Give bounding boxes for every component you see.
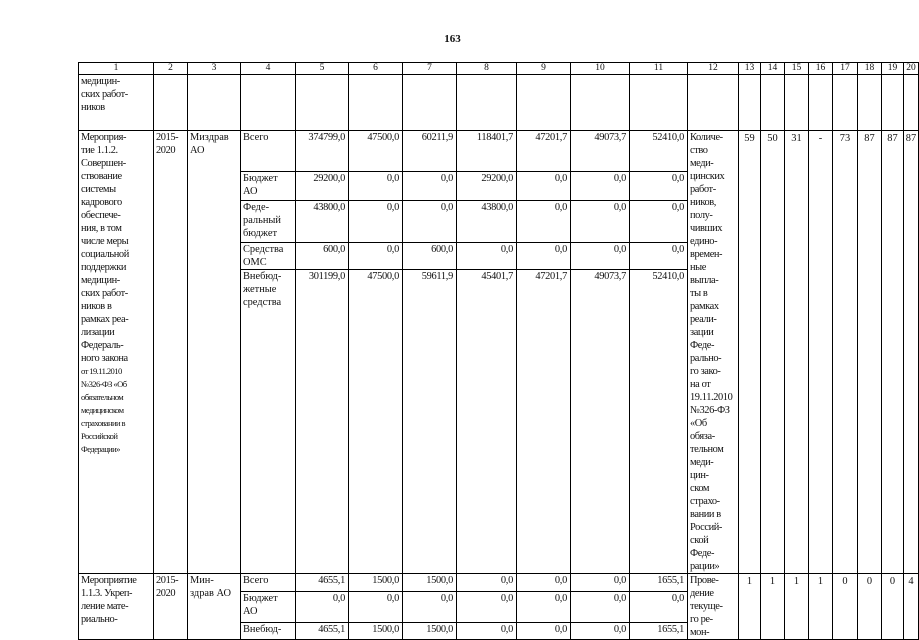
value-cell: 0,0 (571, 574, 630, 592)
target-cell: 50 (761, 131, 785, 574)
measure-113-row-total (79, 574, 919, 592)
col-number: 8 (457, 63, 517, 75)
value-cell: 0,0 (457, 591, 517, 623)
col-number: 9 (517, 63, 571, 75)
value-cell: 0,0 (630, 591, 688, 623)
col-number: 16 (809, 63, 833, 75)
continuation-text: медицин- ских работ- ников (79, 75, 154, 131)
value-cell: 47500,0 (349, 131, 403, 172)
value-cell: 43800,0 (296, 201, 349, 242)
value-cell: 0,0 (571, 591, 630, 623)
col-number: 18 (858, 63, 882, 75)
measure-112-period: 2015- 2020 (154, 131, 188, 574)
value-cell: 0,0 (349, 591, 403, 623)
value-cell: 0,0 (517, 591, 571, 623)
target-cell: 1 (809, 574, 833, 640)
funding-source: Бюджет АО (241, 591, 296, 623)
value-cell: 0,0 (571, 201, 630, 242)
value-cell: 0,0 (630, 172, 688, 201)
value-cell: 49073,7 (571, 269, 630, 573)
target-cell: 0 (882, 574, 904, 640)
measure-113-name: Мероприятие 1.1.3. Укреп- ление мате- риально- (79, 574, 154, 640)
col-number: 1 (79, 63, 154, 75)
value-cell: 0,0 (349, 172, 403, 201)
col-number: 20 (904, 63, 919, 75)
funding-source: Средства ОМС (241, 242, 296, 269)
value-cell: 0,0 (630, 242, 688, 269)
value-cell: 47500,0 (349, 269, 403, 573)
continuation-row (79, 75, 919, 131)
target-cell: - (809, 131, 833, 574)
value-cell: 600,0 (296, 242, 349, 269)
value-cell: 0,0 (517, 623, 571, 640)
col-number: 6 (349, 63, 403, 75)
value-cell: 52410,0 (630, 131, 688, 172)
value-cell: 0,0 (349, 242, 403, 269)
value-cell: 0,0 (571, 242, 630, 269)
measure-113-indicator: Прове- дение текуще- го ре- мон- (688, 574, 739, 640)
col-number: 17 (833, 63, 858, 75)
value-cell: 0,0 (517, 574, 571, 592)
measure-112-row-total (79, 131, 919, 172)
value-cell: 0,0 (517, 172, 571, 201)
value-cell: 0,0 (571, 623, 630, 640)
value-cell: 0,0 (630, 201, 688, 242)
measure-112-executor: Миздрав АО (188, 131, 241, 574)
program-table (78, 62, 919, 640)
target-cell: 73 (833, 131, 858, 574)
value-cell: 600,0 (403, 242, 457, 269)
value-cell: 59611,9 (403, 269, 457, 573)
value-cell: 0,0 (457, 574, 517, 592)
value-cell: 60211,9 (403, 131, 457, 172)
value-cell: 47201,7 (517, 131, 571, 172)
value-cell: 29200,0 (296, 172, 349, 201)
funding-source: Феде- ральный бюджет (241, 201, 296, 242)
measure-112-indicator: Количе- ство меди- цинских работ- ников, полу- чивших едино- времен- ные выпла- ты в рамках реали- зации Феде- рально- го зако- на от 19.11.2010 №326-ФЗ «Об обяза- тельном меди- цин- ском страхо- вании в Россий- ской Феде- рации» (688, 131, 739, 574)
funding-source: Внебюд- (241, 623, 296, 640)
target-cell: 87 (882, 131, 904, 574)
value-cell: 29200,0 (457, 172, 517, 201)
col-number: 11 (630, 63, 688, 75)
value-cell: 43800,0 (457, 201, 517, 242)
value-cell: 0,0 (517, 201, 571, 242)
target-cell: 1 (785, 574, 809, 640)
value-cell: 0,0 (571, 172, 630, 201)
value-cell: 45401,7 (457, 269, 517, 573)
value-cell: 4655,1 (296, 623, 349, 640)
col-number: 10 (571, 63, 630, 75)
col-number: 3 (188, 63, 241, 75)
measure-113-period: 2015- 2020 (154, 574, 188, 640)
value-cell: 1500,0 (349, 623, 403, 640)
col-number: 13 (739, 63, 761, 75)
col-number: 5 (296, 63, 349, 75)
measure-112-name: Мероприя- тие 1.1.2. Совершен- ствование системы кадрового обеспече- ния, в том числе меры социальной поддержки медицин- ских работ- ников в рамках реа- лизации Федераль- ного закона (81, 132, 129, 364)
value-cell: 0,0 (457, 623, 517, 640)
target-cell: 0 (858, 574, 882, 640)
target-cell: 1 (761, 574, 785, 640)
value-cell: 0,0 (403, 591, 457, 623)
target-cell: 1 (739, 574, 761, 640)
target-cell: 87 (904, 131, 919, 574)
col-number: 12 (688, 63, 739, 75)
value-cell: 374799,0 (296, 131, 349, 172)
target-cell: 87 (858, 131, 882, 574)
funding-source: Внебюд- жетные средства (241, 269, 296, 573)
page-number: 163 (444, 33, 461, 45)
value-cell: 52410,0 (630, 269, 688, 573)
target-cell: 0 (833, 574, 858, 640)
measure-112-name-cell (79, 131, 154, 574)
col-number: 7 (403, 63, 457, 75)
value-cell: 1500,0 (403, 623, 457, 640)
value-cell: 0,0 (403, 172, 457, 201)
value-cell: 49073,7 (571, 131, 630, 172)
col-number: 2 (154, 63, 188, 75)
funding-source: Бюджет АО (241, 172, 296, 201)
value-cell: 0,0 (349, 201, 403, 242)
value-cell: 47201,7 (517, 269, 571, 573)
funding-source: Всего (241, 574, 296, 592)
target-cell: 59 (739, 131, 761, 574)
value-cell: 1500,0 (349, 574, 403, 592)
target-cell: 4 (904, 574, 919, 640)
col-number: 19 (882, 63, 904, 75)
column-numbers-row (79, 63, 919, 75)
value-cell: 4655,1 (296, 574, 349, 592)
value-cell: 0,0 (403, 201, 457, 242)
value-cell: 0,0 (457, 242, 517, 269)
col-number: 14 (761, 63, 785, 75)
measure-112-law: от 19.11.2010 №326-ФЗ «Об обязательном медицинском страховании в Российской Федерации» (81, 366, 127, 454)
value-cell: 0,0 (517, 242, 571, 269)
measure-113-executor: Мин- здрав АО (188, 574, 241, 640)
col-number: 15 (785, 63, 809, 75)
col-number: 4 (241, 63, 296, 75)
funding-source: Всего (241, 131, 296, 172)
value-cell: 118401,7 (457, 131, 517, 172)
target-cell: 31 (785, 131, 809, 574)
value-cell: 301199,0 (296, 269, 349, 573)
value-cell: 1655,1 (630, 574, 688, 592)
value-cell: 1655,1 (630, 623, 688, 640)
value-cell: 0,0 (296, 591, 349, 623)
value-cell: 1500,0 (403, 574, 457, 592)
